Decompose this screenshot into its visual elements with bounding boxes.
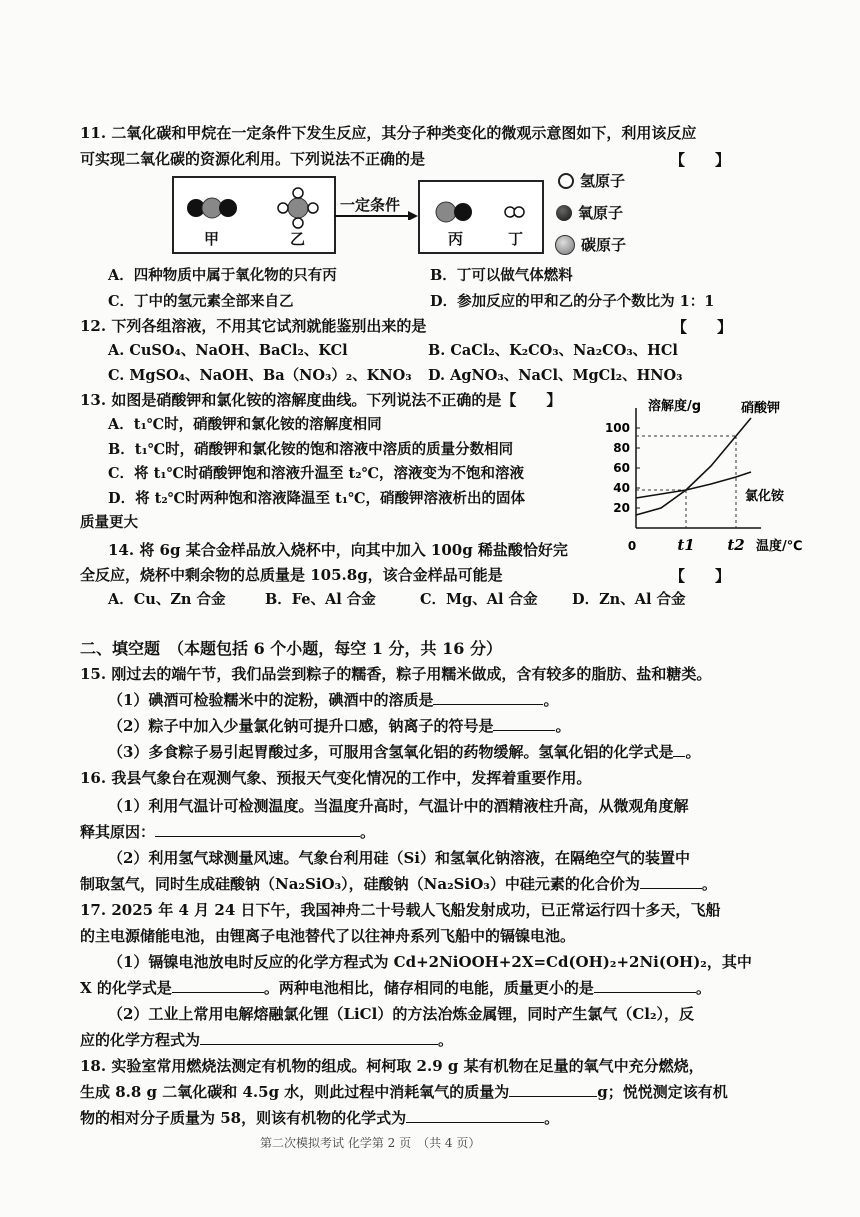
q15-part2 (108, 716, 570, 736)
q11-line1: 11. 二氧化碳和甲烷在一定条件下发生反应，其分子种类变化的微观示意图如下，利用该反应 (80, 124, 697, 142)
section-fill-in-title: 二、填空题 （本题包括 6 个小题，每空 1 分，共 16 分） (80, 639, 502, 658)
label-bing: 丙 (448, 230, 464, 248)
q16-part2-line1: （2）利用氢气球测量风速。气象台利用硅（Si）和氢氧化钠溶液，在隔绝空气的装置中 (108, 849, 690, 867)
label-ding: 丁 (508, 230, 524, 248)
legend-oxygen-label: 氧原子 (578, 204, 624, 222)
q12-option-c: C. MgSO₄、NaOH、Ba（NO₃）₂、KNO₃ (108, 367, 412, 384)
product-molecules-icon (420, 182, 542, 252)
answer-blank[interactable] (155, 822, 360, 837)
q16-part1-text: 释其原因： (80, 823, 156, 841)
reaction-arrow (334, 196, 418, 220)
legend-hydrogen-label: 氢原子 (580, 172, 626, 190)
q11-option-d: D．参加反应的甲和乙的分子个数比为 1：1 (430, 293, 715, 310)
carbon-atom-icon (555, 235, 575, 255)
q13-option-c: C．将 t₁℃时硝酸钾饱和溶液升温至 t₂℃，溶液变为不饱和溶液 (108, 465, 524, 482)
products-box (418, 180, 544, 254)
q14-line2: 全反应，烧杯中剩余物的总质量是 105.8g，该合金样品可能是 (80, 566, 503, 584)
answer-blank[interactable] (433, 690, 543, 705)
reactant-molecules-icon (174, 178, 334, 252)
answer-blank[interactable] (673, 742, 685, 757)
answer-blank[interactable] (640, 874, 702, 889)
legend-hydrogen (558, 170, 625, 191)
q12-option-b: B. CaCl₂、K₂CO₃、Na₂CO₃、HCl (428, 342, 678, 359)
q17-part1-line2 (80, 978, 711, 998)
q13-stem: 13. 如图是硝酸钾和氯化铵的溶解度曲线。下列说法不正确的是【 】 (80, 391, 562, 409)
arrow-label: 一定条件 (340, 196, 401, 214)
q15-part3-text: （3）多食粽子易引起胃酸过多，可服用含氢氧化铝的药物缓解。氢氧化铝的化学式是 (108, 743, 674, 761)
q13-option-d: D．将 t₂℃时两种饱和溶液降温至 t₁℃，硝酸钾溶液析出的固体 (108, 490, 526, 507)
q12-stem: 12. 下列各组溶液，不用其它试剂就能鉴别出来的是 (80, 317, 427, 335)
q14-answer-bracket: 【 】 (670, 567, 731, 585)
y-tick-label: 40 (613, 481, 630, 495)
y-tick-label: 20 (613, 501, 630, 515)
q18-line3 (80, 1108, 559, 1128)
q13-option-d-cont: 质量更大 (80, 514, 138, 531)
y-axis-label: 溶解度/g (648, 399, 702, 414)
q14-line1: 14. 将 6g 某合金样品放入烧杯中，向其中加入 100g 稀盐酸恰好完 (108, 541, 568, 559)
y-tick-label: 60 (613, 461, 630, 475)
q12-option-d: D. AgNO₃、NaCl、MgCl₂、HNO₃ (428, 367, 683, 384)
q15-part3 (108, 742, 700, 762)
q17-part1-text: X 的化学式是 (80, 979, 172, 997)
q14-option-d: D．Zn、Al 合金 (572, 591, 686, 608)
q17-part2-text: 应的化学方程式为 (80, 1031, 201, 1049)
q14-option-a: A．Cu、Zn 合金 (108, 591, 226, 608)
q18-line3-end: 。 (544, 1109, 560, 1127)
page-footer: 第二次模拟考试 化学第 2 页 （共 4 页） (260, 1136, 481, 1150)
q15-part1 (108, 690, 558, 710)
q18-line2-text2: g；悦悦测定该有机 (597, 1083, 728, 1101)
series-line (636, 472, 751, 498)
q15-part3-end: 。 (685, 743, 701, 761)
y-tick-label: 100 (604, 421, 630, 435)
q18-line1: 18. 实验室常用燃烧法测定有机物的组成。柯柯取 2.9 g 某有机物在足量的氧气中充分燃烧， (80, 1057, 704, 1075)
q12-option-a: A. CuSO₄、NaOH、BaCl₂、KCl (108, 342, 348, 359)
oxygen-atom-icon (556, 205, 572, 221)
q13-option-b: B．t₁℃时，硝酸钾和氯化铵的饱和溶液中溶质的质量分数相同 (108, 441, 514, 458)
q17-part2-line2 (80, 1030, 453, 1050)
x-tick-label: t1 (677, 536, 695, 554)
solubility-chart (598, 388, 808, 558)
q17-part2-end: 。 (438, 1031, 454, 1049)
legend-carbon-label: 碳原子 (581, 236, 627, 254)
x-tick-label: t2 (727, 536, 745, 554)
q17-part1-end: 。 (695, 979, 711, 997)
q11-option-c: C．丁中的氢元素全部来自乙 (108, 293, 294, 310)
q17-part2-line1: （2）工业上常用电解熔融氯化锂（LiCl）的方法冶炼金属锂，同时产生氯气（Cl₂），反 (108, 1005, 695, 1023)
q15-stem: 15. 刚过去的端午节，我们品尝到粽子的糯香，粽子用糯米做成，含有较多的脂肪、盐和糖类。 (80, 665, 712, 683)
q11-answer-bracket: 【 】 (670, 151, 731, 169)
answer-blank[interactable] (493, 716, 555, 731)
q16-part2-line2 (80, 874, 717, 894)
series-label: 氯化铵 (745, 489, 785, 504)
q18-line3-text: 物的相对分子质量为 58，则该有机物的化学式为 (80, 1109, 407, 1127)
arrow-icon (334, 196, 418, 220)
answer-blank[interactable] (172, 978, 264, 993)
origin-label: 0 (627, 539, 637, 553)
y-tick-label: 80 (613, 441, 630, 455)
q15-part1-end: 。 (543, 691, 559, 709)
q18-line2 (80, 1082, 728, 1102)
legend-carbon (555, 234, 626, 255)
label-yi: 乙 (290, 230, 306, 248)
q17-part1-line1: （1）镉镍电池放电时反应的化学方程式为 Cd+2NiOOH+2X=Cd(OH)₂+2Ni(OH)₂，其中 (108, 953, 752, 971)
q13-option-a: A．t₁℃时，硝酸钾和氯化铵的溶解度相同 (108, 416, 382, 433)
series-line (636, 418, 751, 515)
q16-part2-end: 。 (701, 875, 717, 893)
q16-part1-line1: （1）利用气温计可检测温度。当温度升高时，气温计中的酒精液柱升高，从微观角度解 (108, 797, 689, 815)
q17-part1-text2: 。两种电池相比，储存相同的电能，质量更小的是 (263, 979, 594, 997)
q16-part2-text: 制取氢气，同时生成硅酸钠（Na₂SiO₃），硅酸钠（Na₂SiO₃）中硅元素的化合价为 (80, 875, 640, 893)
q16-part1-line2 (80, 822, 375, 842)
q15-part2-end: 。 (555, 717, 571, 735)
q16-stem: 16. 我县气象台在观测气象、预报天气变化情况的工作中，发挥着重要作用。 (80, 769, 592, 787)
q11-line2: 可实现二氧化碳的资源化利用。下列说法不正确的是 (80, 150, 426, 168)
answer-blank[interactable] (509, 1082, 597, 1097)
answer-blank[interactable] (406, 1108, 544, 1123)
x-axis-label: 温度/℃ (756, 539, 803, 554)
hydrogen-atom-icon (558, 173, 574, 189)
legend-oxygen (556, 202, 623, 223)
q16-part1-end: 。 (360, 823, 376, 841)
q11-option-b: B．丁可以做气体燃料 (430, 267, 573, 284)
series-label: 硝酸钾 (741, 401, 781, 416)
label-jia: 甲 (204, 230, 220, 248)
q14-option-b: B．Fe、Al 合金 (265, 591, 376, 608)
reactants-box (172, 176, 336, 254)
q12-answer-bracket: 【 】 (672, 318, 733, 336)
answer-blank[interactable] (594, 978, 696, 993)
answer-blank[interactable] (200, 1030, 438, 1045)
q18-line2-text: 生成 8.8 g 二氧化碳和 4.5g 水，则此过程中消耗氧气的质量为 (80, 1083, 510, 1101)
q17-line1: 17. 2025 年 4 月 24 日下午，我国神舟二十号载人飞船发射成功，已正常运行四十多天，飞船 (80, 901, 721, 919)
q17-line2: 的主电源储能电池，由锂离子电池替代了以往神舟系列飞船中的镉镍电池。 (80, 927, 576, 945)
q14-option-c: C．Mg、Al 合金 (420, 591, 538, 608)
q15-part2-text: （2）粽子中加入少量氯化钠可提升口感，钠离子的符号是 (108, 717, 494, 735)
q11-option-a: A．四种物质中属于氧化物的只有丙 (108, 267, 337, 284)
q15-part1-text: （1）碘酒可检验糯米中的淀粉，碘酒中的溶质是 (108, 691, 434, 709)
